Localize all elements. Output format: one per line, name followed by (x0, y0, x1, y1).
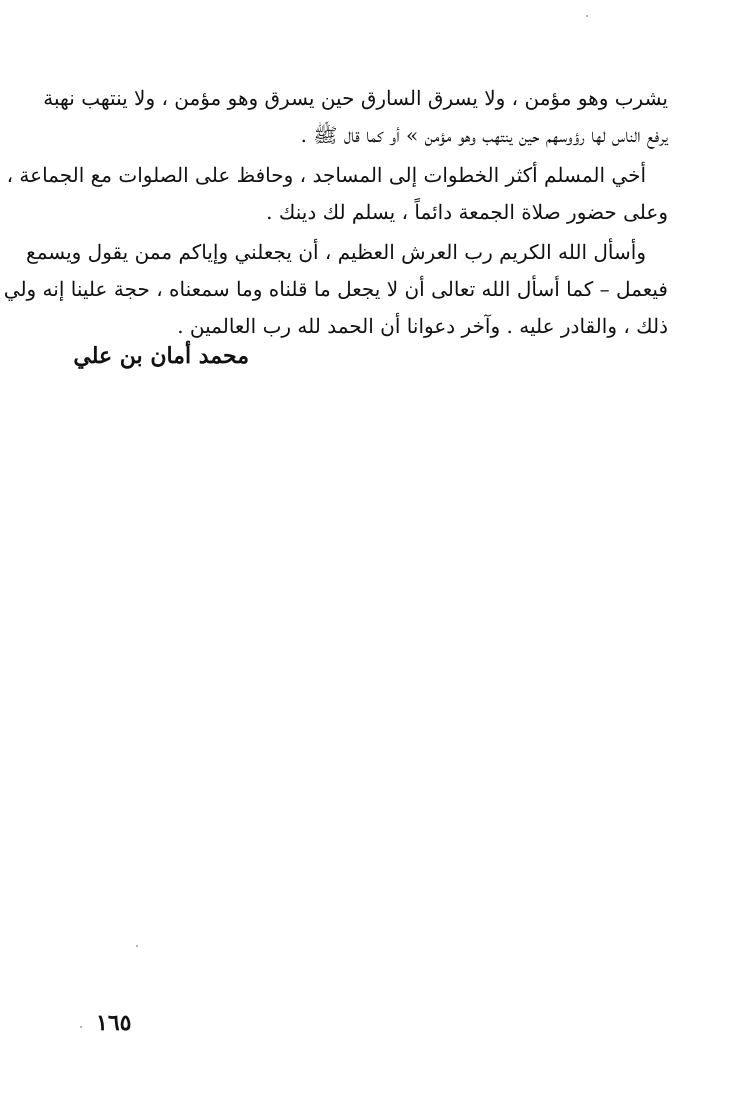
text-line: يرفع الناس لها رؤوسهم حين ينتهب وهو مؤمن » أو كما قال ﷺ . (300, 123, 668, 147)
text-line: فيعمل – كما أسأل الله تعالى أن لا يجعل ما قلناه وما سمعناه ، حجة علينا إنه ولي (3, 277, 668, 301)
text-line: وأسأل الله الكريم رب العرش العظيم ، أن يجعلني وإياكم ممن يقول ويسمع (26, 240, 646, 264)
text-line: يشرب وهو مؤمن ، ولا يسرق السارق حين يسرق وهو مؤمن ، ولا ينتهب نهبة (43, 86, 668, 110)
paragraph-advice (6, 157, 668, 231)
paragraph-hadith (43, 80, 668, 154)
scan-speck (80, 1026, 82, 1028)
text-line: أخي المسلم أكثر الخطوات إلى المساجد ، وحافظ على الصلوات مع الجماعة ، (6, 163, 646, 187)
page-number: ١٦٥ (96, 1010, 132, 1036)
scan-speck (586, 15, 588, 17)
text-line: ذلك ، والقادر عليه . وآخر دعوانا أن الحمد لله رب العالمين . (177, 314, 668, 338)
text-line: وعلى حضور صلاة الجمعة دائماً ، يسلم لك دينك . (266, 200, 668, 224)
paragraph-closing-prayer (3, 234, 668, 345)
author-signature: محمد أمان بن علي (73, 343, 249, 369)
scan-speck (136, 945, 138, 947)
